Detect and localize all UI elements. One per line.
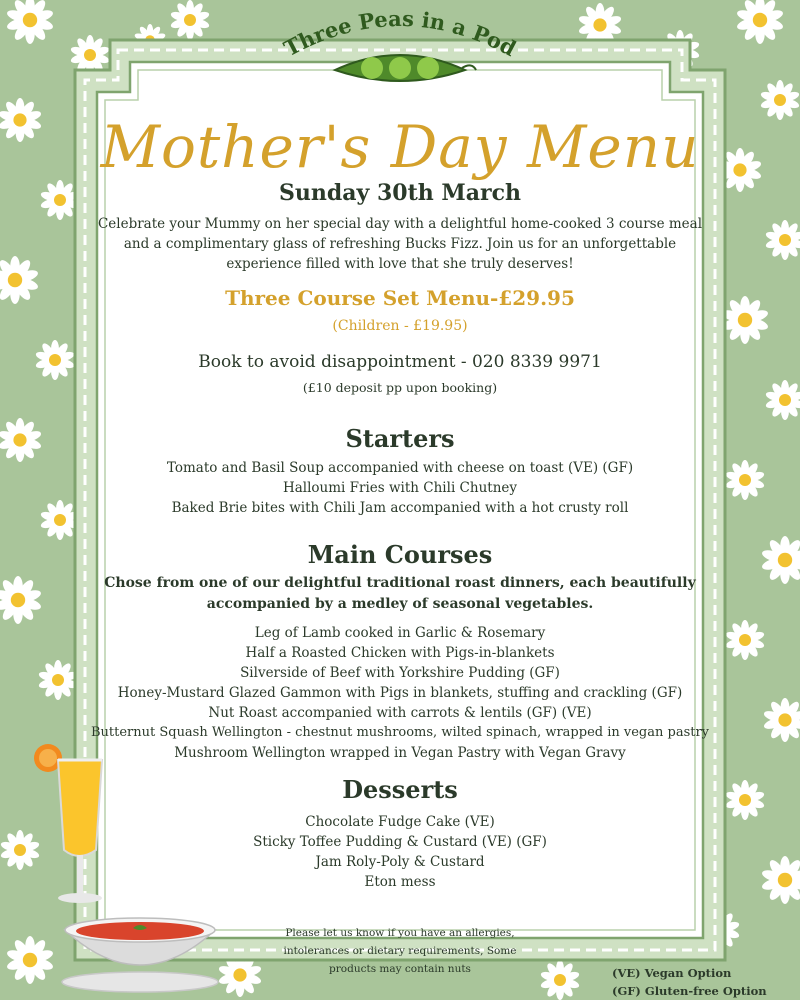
list-item: Baked Brie bites with Chili Jam accompanied with a hot crusty roll: [171, 500, 629, 516]
list-item: Silverside of Beef with Yorkshire Pudding (GF): [240, 665, 560, 681]
mimosa-glass-icon: [18, 740, 118, 910]
set-menu-price: Three Course Set Menu-£29.95: [225, 286, 575, 310]
deposit-note: (£10 deposit pp upon booking): [302, 380, 498, 395]
starters-list: [0, 458, 800, 518]
mains-list: [0, 623, 800, 763]
list-item: Sticky Toffee Pudding & Custard (VE) (GF): [253, 834, 547, 850]
legend-gluten-free: (GF) Gluten-free Option: [612, 984, 767, 998]
list-item: Tomato and Basil Soup accompanied with cheese on toast (VE) (GF): [166, 460, 634, 476]
desserts-list: [0, 812, 800, 892]
list-item: Mushroom Wellington wrapped in Vegan Pastry with Vegan Gravy: [174, 745, 626, 761]
children-price: (Children - £19.95): [332, 318, 468, 334]
desserts-heading: Desserts: [342, 775, 458, 804]
list-item: Honey-Mustard Glazed Gammon with Pigs in blankets, stuffing and crackling (GF): [117, 685, 683, 701]
soup-bowl-icon: [55, 900, 225, 995]
mains-intro-line: Chose from one of our delightful traditional roast dinners, each beautifully: [104, 575, 696, 591]
allergy-note: [250, 924, 550, 978]
dietary-legend: [612, 964, 767, 1000]
mains-intro: [0, 573, 800, 615]
intro-text: [0, 214, 800, 274]
list-item: Eton mess: [364, 874, 436, 890]
brand-name: Three Peas in a Pod: [279, 5, 521, 62]
brand-logo: [250, 0, 550, 110]
booking-phone: Book to avoid disappointment - 020 8339 9971: [198, 352, 602, 372]
pea-pod-icon: [335, 55, 476, 81]
mains-heading: Main Courses: [307, 540, 493, 569]
note-line: Please let us know if you have an allergies,: [285, 927, 515, 939]
intro-line: and a complimentary glass of refreshing Bucks Fizz. Join us for an unforgettable: [123, 236, 677, 252]
list-item: Jam Roly-Poly & Custard: [315, 854, 485, 870]
mains-intro-line: accompanied by a medley of seasonal vegetables.: [206, 596, 594, 612]
note-line: intolerances or dietary requirements, Some: [283, 945, 517, 957]
list-item: Half a Roasted Chicken with Pigs-in-blankets: [245, 645, 555, 661]
intro-line: experience filled with love that she truly deserves!: [226, 256, 574, 272]
event-date: Sunday 30th March: [279, 180, 521, 206]
note-line: products may contain nuts: [329, 963, 471, 975]
list-item: Chocolate Fudge Cake (VE): [305, 814, 495, 830]
menu-title: Mother's Day Menu: [100, 113, 700, 181]
list-item: Butternut Squash Wellington - chestnut mushrooms, wilted spinach, wrapped in vegan pastry: [90, 725, 710, 740]
intro-line: Celebrate your Mummy on her special day with a delightful home-cooked 3 course meal: [97, 216, 703, 232]
list-item: Halloumi Fries with Chili Chutney: [282, 480, 518, 496]
starters-heading: Starters: [345, 424, 455, 453]
list-item: Leg of Lamb cooked in Garlic & Rosemary: [254, 625, 546, 641]
legend-vegan: (VE) Vegan Option: [612, 966, 732, 980]
list-item: Nut Roast accompanied with carrots & lentils (GF) (VE): [208, 705, 592, 721]
